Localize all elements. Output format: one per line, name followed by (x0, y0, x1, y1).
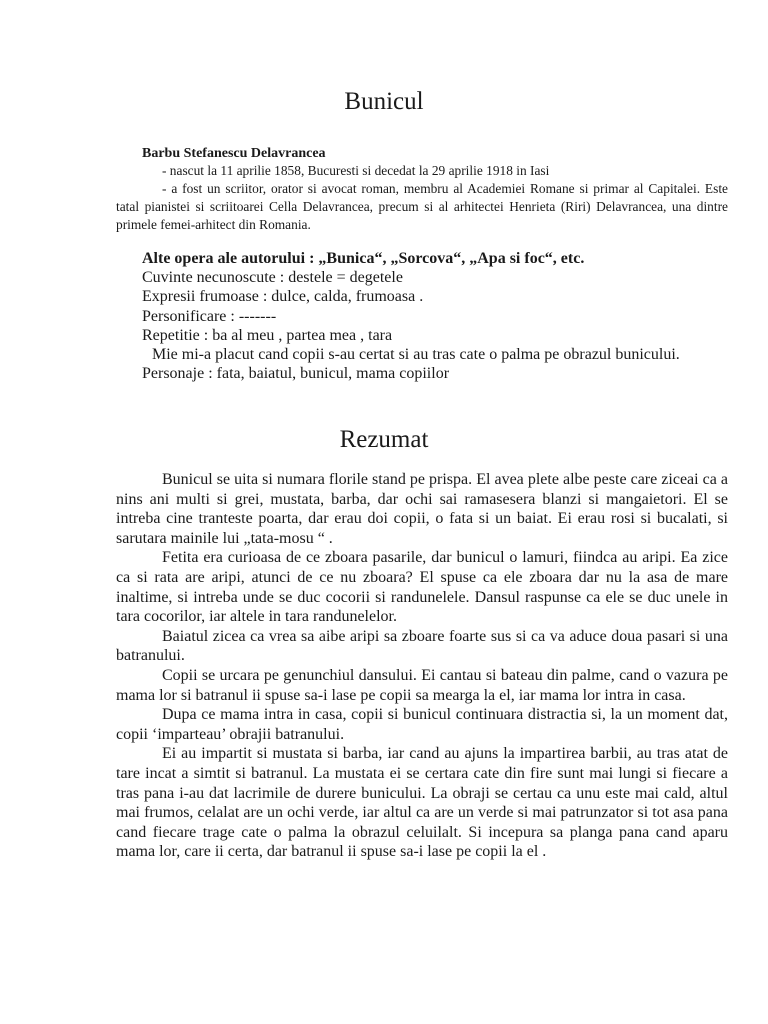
characters-line: Personaje : fata, baiatul, bunicul, mama copiilor (142, 365, 450, 383)
summary-paragraph: Bunicul se uita si numara florile stand pe prispa. El avea plete albe peste care ziceai ca a nins ani multi si grei, mustata, barba, dar ochi sai ramasesera blanzi si mangaietori. El se intreba cine tranteste poarta, dar erau doi copii, o fata si un baiat. Ei erau rosi si bucalati, si sarutara mainile lui „tata-mosu “ . (116, 471, 728, 547)
summary-paragraph: Baiatul zicea ca vrea sa aibe aripi sa zboare foarte sus si ca va aduce doua pasari si una batranului. (116, 627, 728, 665)
author-section (116, 146, 728, 234)
summary-paragraph: Copii se urcara pe genunchiul dansului. Ei cantau si bateau din palme, cand o vazura pe mama lor si batranul ii spuse sa-i lase pe copii sa mearga la el, iar mama lor intra in casa. (116, 666, 728, 704)
other-works-line: Alte opera ale autorului : „Bunica“, „Sorcova“, „Apa si foc“, etc. (142, 250, 585, 267)
summary-paragraph: Fetita era curioasa de ce zboara pasarile, dar bunicul o lamuri, fiindca au aripi. Ea zice ca si rata are aripi, atunci de ce nu zboara? El spuse ca ele zboara dar nu la asa de mare inaltime, si intreba unde se duc cocorii si randunelele. Dansul raspunse ca ele se duc unele in tara cocorilor, iar altele in tara randunelelor. (116, 549, 728, 626)
personification-line: Personificare : ------- (142, 307, 277, 325)
author-name: Barbu Stefanescu Delavrancea (142, 146, 326, 161)
document-title: Bunicul (344, 88, 424, 115)
liked-paragraph: Mie mi-a placut cand copii s-au certat si au tras cate o palma pe obrazul bunicului. (152, 346, 680, 364)
unknown-words-line: Cuvinte necunoscute : destele = degetele (142, 269, 403, 287)
work-info-section (116, 249, 728, 383)
summary-paragraph: Ei au impartit si mustata si barba, iar cand au ajuns la impartirea barbii, au tras atat de tare incat a simtit si batranul. La mustata ei se certara cate din fire sunt mai lungi si fiecare a tras pana i-au dat lacrimile de durere bunicului. La obraji se certau ca unu este mai cald, altul mai frumos, celalat are un ochi verde, iar altul ca are un verde si mai patrunzator si tot asa pana cand fiecare trage cate o palma la obrazul celuilalt. Si incepura sa planga pana cand aparu mama lor, care ii certa, dar batranul ii spuse sa-i lase pe copii la el . (116, 745, 728, 861)
repetition-line: Repetitie : ba al meu , partea mea , tara (142, 326, 393, 344)
summary-title: Rezumat (339, 426, 429, 453)
author-bio-text: - a fost un scriitor, orator si avocat roman, membru al Academiei Romane si primar al Capitalei. Este tatal pianistei si scriitoarei Cella Delavrancea, precum si al arhitectei Henrieta (Riri) Delavrancea, una dintre primele femei-arhitect din Romania. (116, 181, 728, 232)
author-born-line: - nascut la 11 aprilie 1858, Bucuresti si decedat la 29 aprilie 1918 in Iasi (162, 163, 550, 178)
nice-expressions-line: Expresii frumoase : dulce, calda, frumoasa . (142, 288, 424, 306)
summary-body (116, 470, 728, 862)
author-bio (116, 180, 728, 234)
summary-paragraph: Dupa ce mama intra in casa, copii si bunicul continuara distractia si, la un moment dat, copii ‘imparteau’ obrajii batranului. (116, 706, 728, 743)
